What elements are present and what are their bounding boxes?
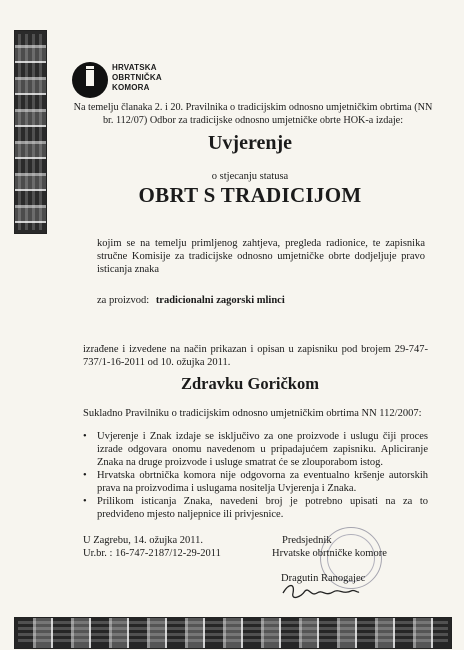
product-label: za proizvod: [97,295,150,306]
president-label: Predsjednik [282,535,332,546]
status-title: OBRT S TRADICIJOM [138,183,362,207]
place-date: U Zagrebu, 14. ožujka 2011. [83,535,204,546]
paragraph-record: izrađene i izvedene na način prikazan i opisan u zapisniku pod brojem 29-747-737/1-16-2011 od 10. ožujka 2011. [83,344,428,368]
ornament-band-bottom [14,617,452,649]
list-item [83,495,428,521]
bullet-icon: • [83,470,87,481]
product-value: tradicionalni zagorski mlinci [155,295,285,306]
bullet-icon: • [83,431,87,442]
handwritten-signature-icon [281,579,361,603]
org-name-line1: HRVATSKA [112,63,157,72]
list-item [83,430,428,469]
list-item [83,469,428,495]
signer-name: Dragutin Ranogajec [281,573,366,584]
status-label: o stjecanju statusa [211,171,289,182]
ornament-strip-left [14,30,47,234]
recipient-name: Zdravku Goričkom [181,374,319,393]
document-title: Uvjerenje [207,132,293,154]
paragraph-grant: kojim se na temelju primljenog zahtjeva, pregleda radionice, te zapisnika stručne Komisije za tradicijske odnosno umjetničke obrte dodjeljuje pravo isticanja znaka [97,238,425,275]
org-name [112,63,162,93]
product-line [97,294,427,307]
rules-list [83,430,428,521]
rule-text: Uvjerenje i Znak izdaje se isključivo za one proizvode i uslugu čiji proces izrade odgovara onomu navedenom u pripadajućem zapisniku. Apliciranje Znaka na druge proizvode i usluge smatrat će se zlouporabom istog. [97,431,428,468]
intro-text: Na temelju članaka 2. i 20. Pravilnika o tradicijskim odnosno umjetničkim obrtima (NN br. 112/07) Odbor za tradicijske odnosno umjetničke obrte HOK-a izdaje: [73,102,433,126]
chamber-label: Hrvatske obrtničke komore [272,548,387,559]
org-name-line3: KOMORA [112,83,150,92]
bullet-icon: • [83,496,87,507]
hok-logo-icon [70,60,110,100]
rule-text: Hrvatska obrtnička komora nije odgovorna za eventualno kršenje autorskih prava na proizvodima i uslugama nositelja Uvjerenja i Znaka. [97,470,428,494]
rule-text: Prilikom isticanja Znaka, navedeni broj je potrebno upisati na za to predviđeno mjesto naljepnice ili privjesnice. [97,496,428,520]
regulation-reference: Sukladno Pravilniku o tradicijskim odnosno umjetničkim obrtima NN 112/2007: [83,408,422,419]
registry-number: Ur.br. : 16-747-2187/12-29-2011 [83,548,221,559]
org-name-line2: OBRTNIČKA [112,73,162,82]
